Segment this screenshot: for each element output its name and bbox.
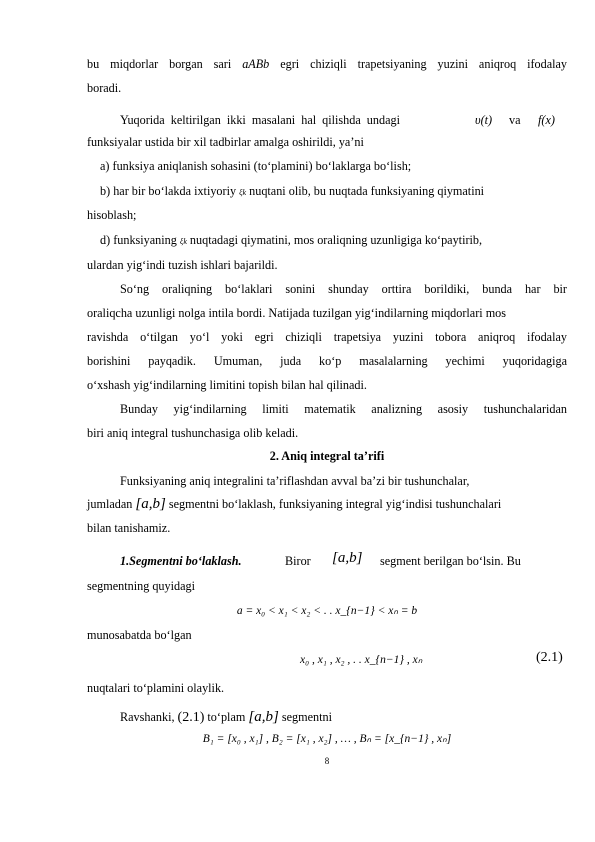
math-xi-k: ξk [239,188,247,197]
subsection-title: 1.Segmentni bo‘laklash. [120,554,242,568]
page-number: 8 [324,756,330,766]
paragraph-5-line-2: jumladan [a,b] segmentni bo‘laklash, funksiyaning integral yig‘indisi tushunchalari [87,496,502,512]
paragraph-6-line-2: segmentning quyidagi [87,579,195,593]
equation-number: (2.1) [536,650,563,665]
paragraph-7: munosabatda bo‘lgan [87,628,192,642]
paragraph-3-line-5: o‘xshash yig‘indilarning limitini topish bilan hal qilinadi. [87,378,367,392]
math-v-t: υ(t) [475,113,493,127]
list-item-d-line-2: ulardan yig‘indi tuzish ishlari bajarildi. [87,258,278,272]
math-f-x: f(x) [538,113,555,127]
paragraph-3-line-1: So‘ng oraliqning bo‘laklari sonini shunday orttira borildiki, bunda har bir [120,282,567,296]
paragraph-9: Ravshanki, (2.1) to‘plam [a,b] segmentni [120,709,332,725]
paragraph-3-line-2: oraliqcha uzunligi nolga intila bordi. Natijada tuzilgan yig‘indilarning miqdorlari mos [87,306,507,320]
equation-subsegments: B₁ = [x₀ , x₁] , B₂ = [x₁ , x₂] , … , Bₙ = [x_{n−1} , xₙ] [202,733,452,745]
math-segment-ab: [a,b] [135,496,166,512]
paragraph-1-line-2: boradi. [87,81,122,95]
paragraph-3-line-4: borishini payqadik. Umuman, juda ko‘p masalalarning yechimi yuqoridagiga [87,354,567,368]
paragraph-4-line-1: Bunday yig‘indilarning limiti matematik analizning asosiy tushunchalaridan [120,402,567,416]
paragraph-1-line-1: bu miqdorlar borgan sari aABb egri chiziqli trapetsiyaning yuzini aniqroq ifodalay [87,57,568,71]
paragraph-4-line-2: biri aniq integral tushunchasiga olib keladi. [87,426,299,440]
paragraph-3-line-3: ravishda o‘tilgan yo‘l yoki egri chiziqli trapetsiya yuzini tobora aniqroq ifodalay [87,330,567,344]
math-segment-ab: [a,b] [248,709,279,725]
math-aABb: aABb [242,57,270,71]
math-segment-ab: [a,b] [332,550,363,566]
list-item-b-line-2: hisoblash; [87,208,137,222]
equation-partition: a = x₀ < x₁ < x₂ < . . x_{n−1} < xₙ = b [236,605,418,617]
section-heading: 2. Aniq integral ta’rifi [269,449,385,463]
paragraph-2-line-2: funksiyalar ustida bir xil tadbirlar amalga oshirildi, ya’ni [87,135,364,149]
list-item-d-line-1: d) funksiyaning ξk nuqtadagi qiymatini, mos oraliqning uzunligiga ko‘paytirib, [100,233,483,247]
paragraph-5-line-3: bilan tanishamiz. [87,521,171,535]
list-item-a: a) funksiya aniqlanish sohasini (to‘plamini) bo‘laklarga bo‘lish; [100,159,412,173]
equation-ref: (2.1) [177,710,205,725]
paragraph-8: nuqtalari to‘plamini olaylik. [87,681,225,695]
paragraph-2-line-1: Yuqorida keltirilgan ikki masalani hal qilishda undagi υ(t) va f(x) [120,113,555,127]
list-item-b-line-1: b) har bir bo‘lakda ixtiyoriy ξk nuqtani olib, bu nuqtada funksiyaning qiymatini [100,184,485,198]
math-xi-k: ξk [179,237,187,246]
paragraph-6-line-1: 1.Segmentni bo‘laklash. Biror [a,b] segment berilgan bo‘lsin. Bu [120,550,521,568]
equation-points: x₀ , x₁ , x₂ , . . x_{n−1} , xₙ [300,654,423,666]
paragraph-5-line-1: Funksiyaning aniq integralini ta’riflashdan avval ba’zi bir tushunchalar, [120,474,470,488]
